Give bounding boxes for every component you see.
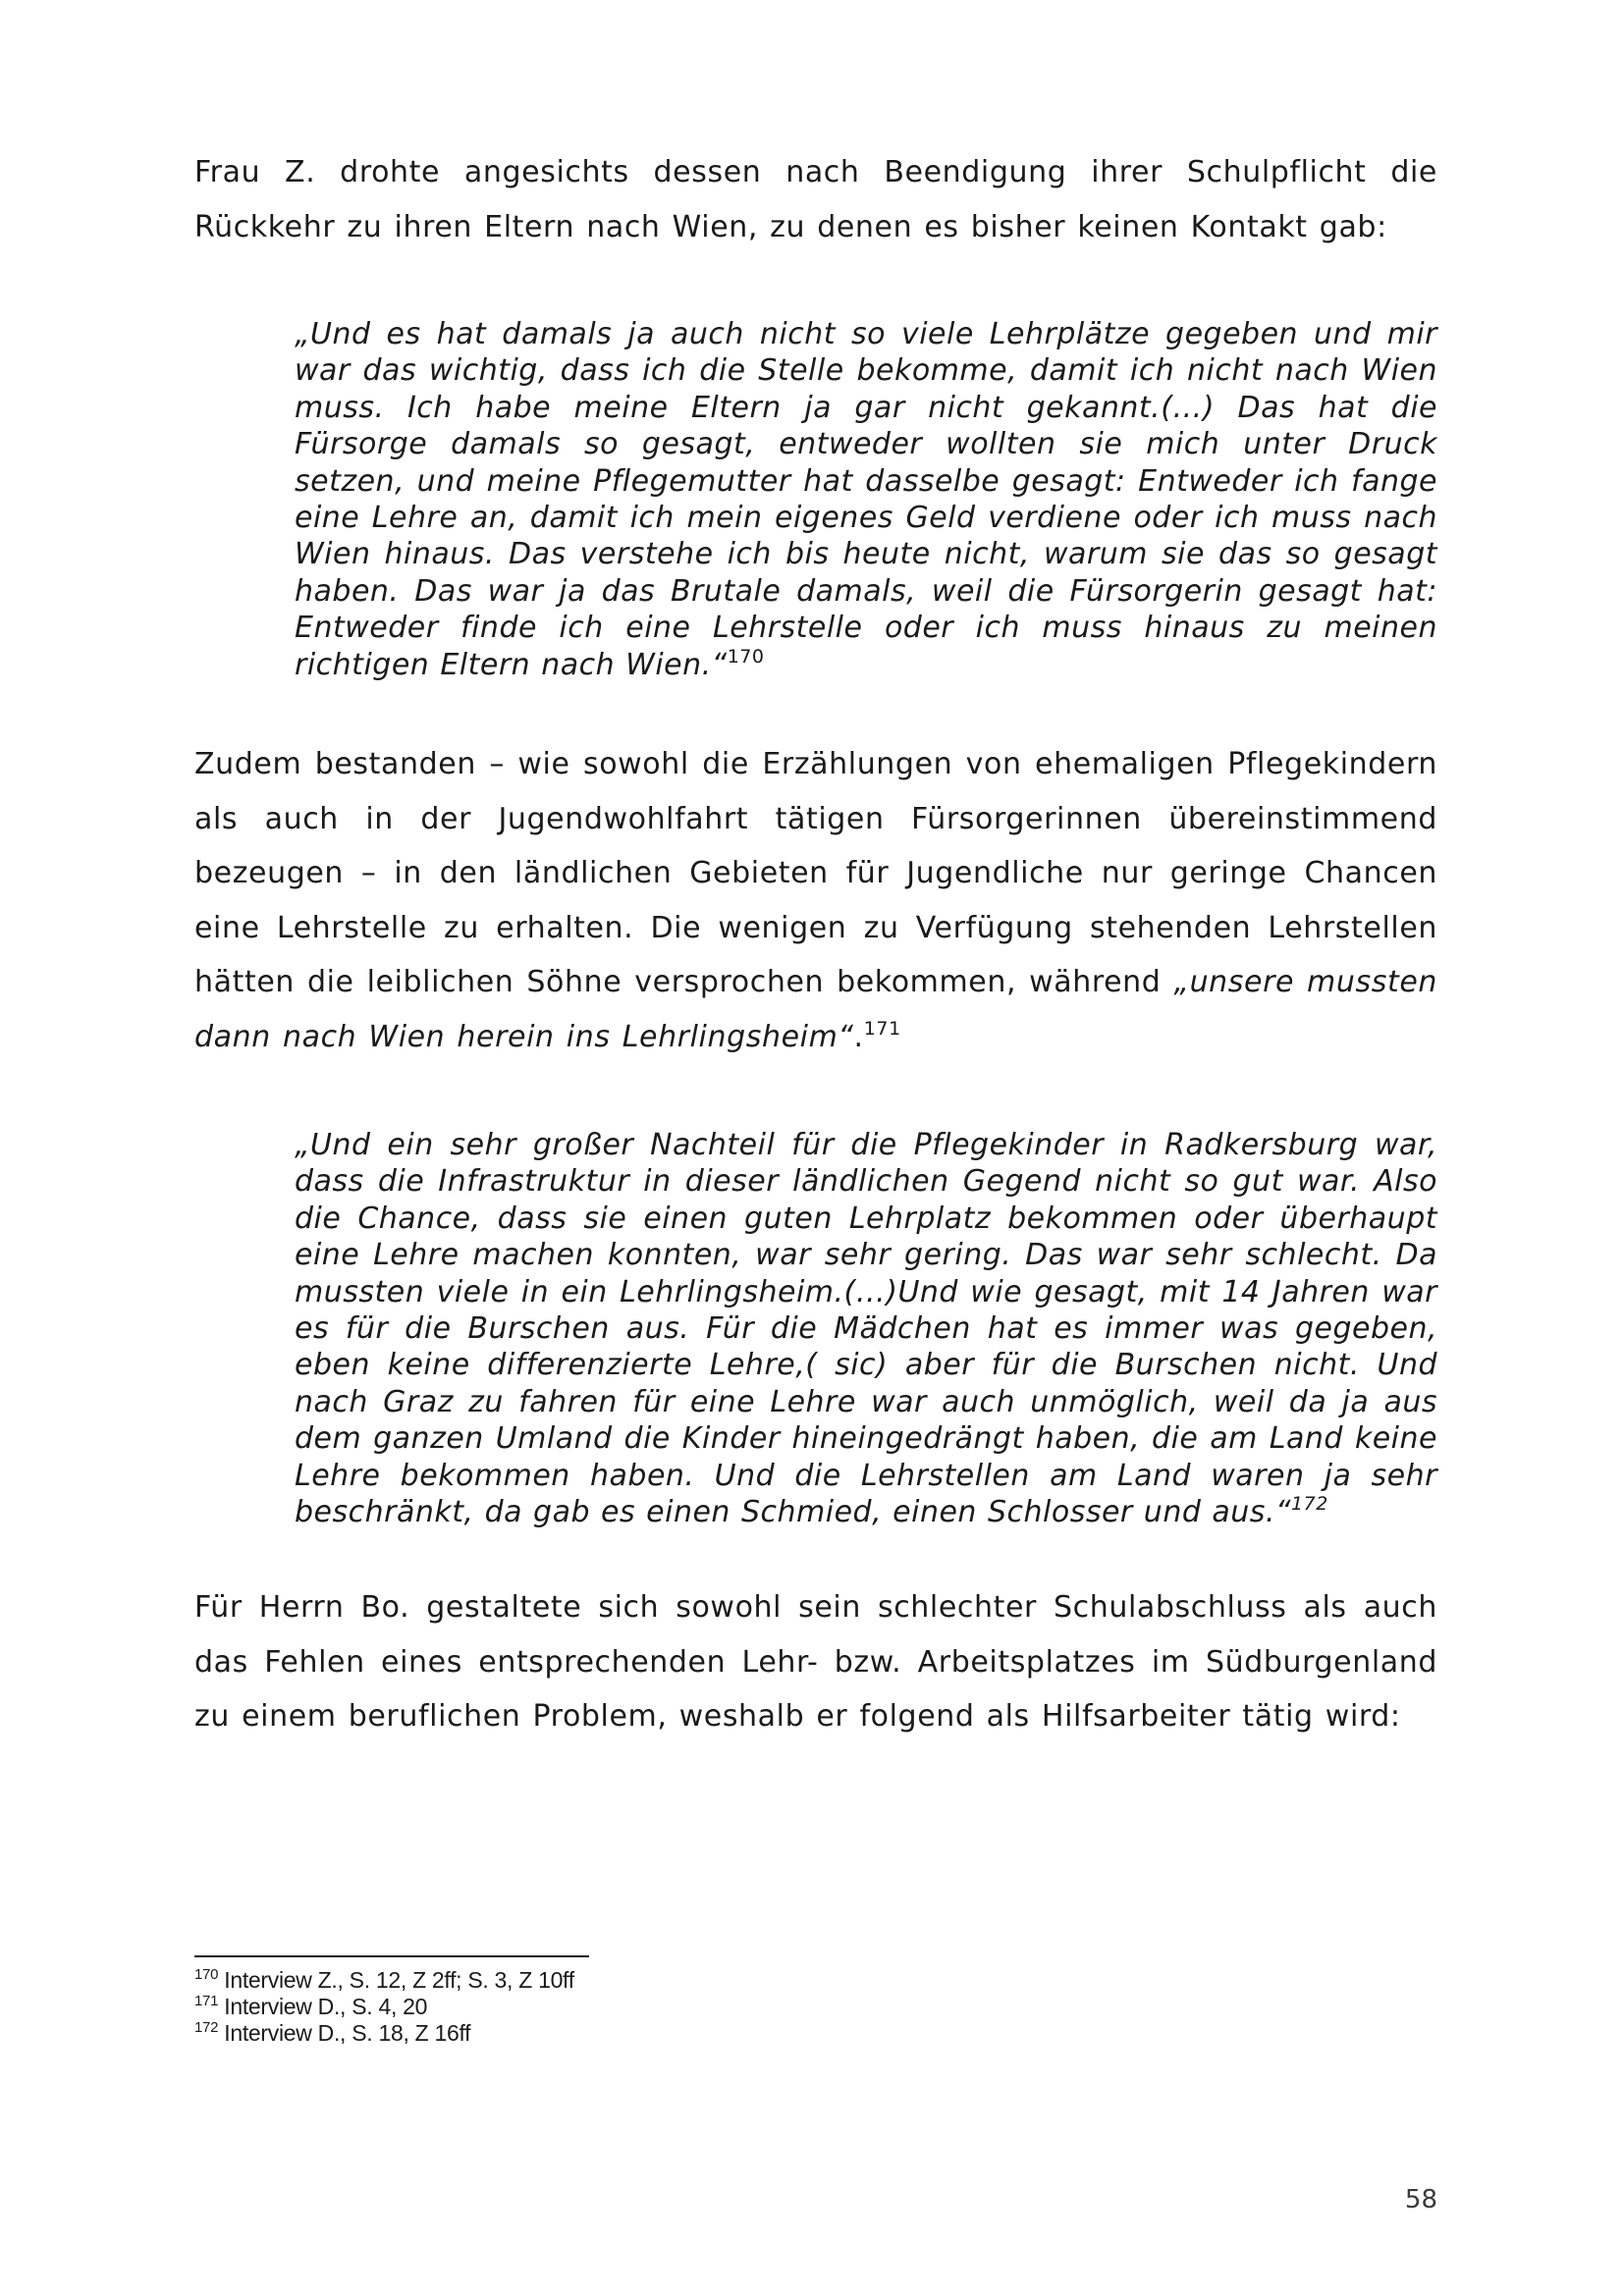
footnote-ref-171[interactable]: 171 (863, 1017, 901, 1040)
paragraph-2-quote: „unsere mussten dann nach Wien herein ins Lehrlingsheim“ (194, 965, 1437, 1054)
footnote-170-text: Interview Z., S. 12, Z 2ff; S. 3, Z 10ff (224, 1967, 574, 1993)
block-quote-1 (295, 316, 1437, 683)
paragraph-2 (194, 737, 1437, 1064)
paragraph-1 (194, 145, 1437, 254)
footnote-ref-170[interactable]: 170 (727, 645, 765, 667)
block-quote-2-text: „Und ein sehr großer Nachteil für die Pflegekinder in Radkersburg war, dass die Infrastruktur in dieser ländlichen Gegend nicht so gut war. Also die Chance, dass sie einen guten Lehrplatz bekommen oder überhaupt eine Lehre machen konnten, war sehr gering. Das war sehr schlecht. Da mussten viele in ein Lehrlingsheim.(…)Und wie gesagt, mit 14 Jahren war es für die Burschen aus. Für die Mädchen hat es immer was gegeben, eben keine differenzierte Lehre,( sic) aber für die Burschen nicht. Und nach Graz zu fahren für eine Lehre war auch unmöglich, weil da ja aus dem ganzen Umland die Kinder hineingedrängt haben, die am Land keine Lehre bekommen haben. Und die Lehrstellen am Land waren ja sehr beschränkt, da gab es einen Schmied, einen Schlosser und aus.“ (295, 1128, 1437, 1530)
paragraph-2-end: . (853, 1019, 864, 1054)
footnote-171 (194, 1994, 1176, 2020)
footnote-divider (194, 1955, 589, 1957)
block-quote-2 (295, 1127, 1437, 1530)
footnotes (194, 1967, 1176, 2047)
footnote-171-number: 171 (194, 1993, 219, 2009)
page-number: 58 (1404, 2185, 1437, 2215)
footnote-171-text: Interview D., S. 4, 20 (224, 1994, 428, 2019)
footnote-170 (194, 1967, 1176, 1994)
footnote-172-text: Interview D., S. 18, Z 16ff (224, 2020, 471, 2046)
paragraph-3-text: Für Herrn Bo. gestaltete sich sowohl sein schlechter Schulabschluss als auch das Fehlen eines entsprechenden Lehr- bzw. Arbeitsplatzes im Südburgenland zu einem beruflichen Problem, weshalb er folgend als Hilfsarbeiter tätig wird: (194, 1590, 1437, 1734)
footnote-172 (194, 2020, 1176, 2047)
paragraph-1-text: Frau Z. drohte angesichts dessen nach Beendigung ihrer Schulpflicht die Rückkehr zu ihren Eltern nach Wien, zu denen es bisher keinen Kontakt gab: (194, 155, 1437, 244)
footnote-172-number: 172 (194, 2019, 219, 2036)
block-quote-1-text: „Und es hat damals ja auch nicht so viele Lehrplätze gegeben und mir war das wichtig, dass ich die Stelle bekomme, damit ich nicht nach Wien muss. Ich habe meine Eltern ja gar nicht gekannt.(…) Das hat die Fürsorge damals so gesagt, entweder wollten sie mich unter Druck setzen, und meine Pflegemutter hat dasselbe gesagt: Entweder ich fange eine Lehre an, damit ich mein eigenes Geld verdiene oder ich muss nach Wien hinaus. Das verstehe ich bis heute nicht, warum sie das so gesagt haben. Das war ja das Brutale damals, weil die Fürsorgerin gesagt hat: Entweder finde ich eine Lehrstelle oder ich muss hinaus zu meinen richtigen Eltern nach Wien.“ (295, 317, 1437, 682)
paragraph-3 (194, 1580, 1437, 1744)
footnote-ref-172[interactable]: 172 (1291, 1493, 1328, 1516)
footnote-170-number: 170 (194, 1966, 219, 1983)
paragraph-2-text: Zudem bestanden – wie sowohl die Erzählungen von ehemaligen Pflegekindern als auch in der Jugendwohlfahrt tätigen Fürsorgerinnen übereinstimmend bezeugen – in den ländlichen Gebieten für Jugendliche nur geringe Chancen eine Lehrstelle zu erhalten. Die wenigen zu Verfügung stehenden Lehrstellen hätten die leiblichen Söhne versprochen bekommen, während (194, 747, 1437, 999)
